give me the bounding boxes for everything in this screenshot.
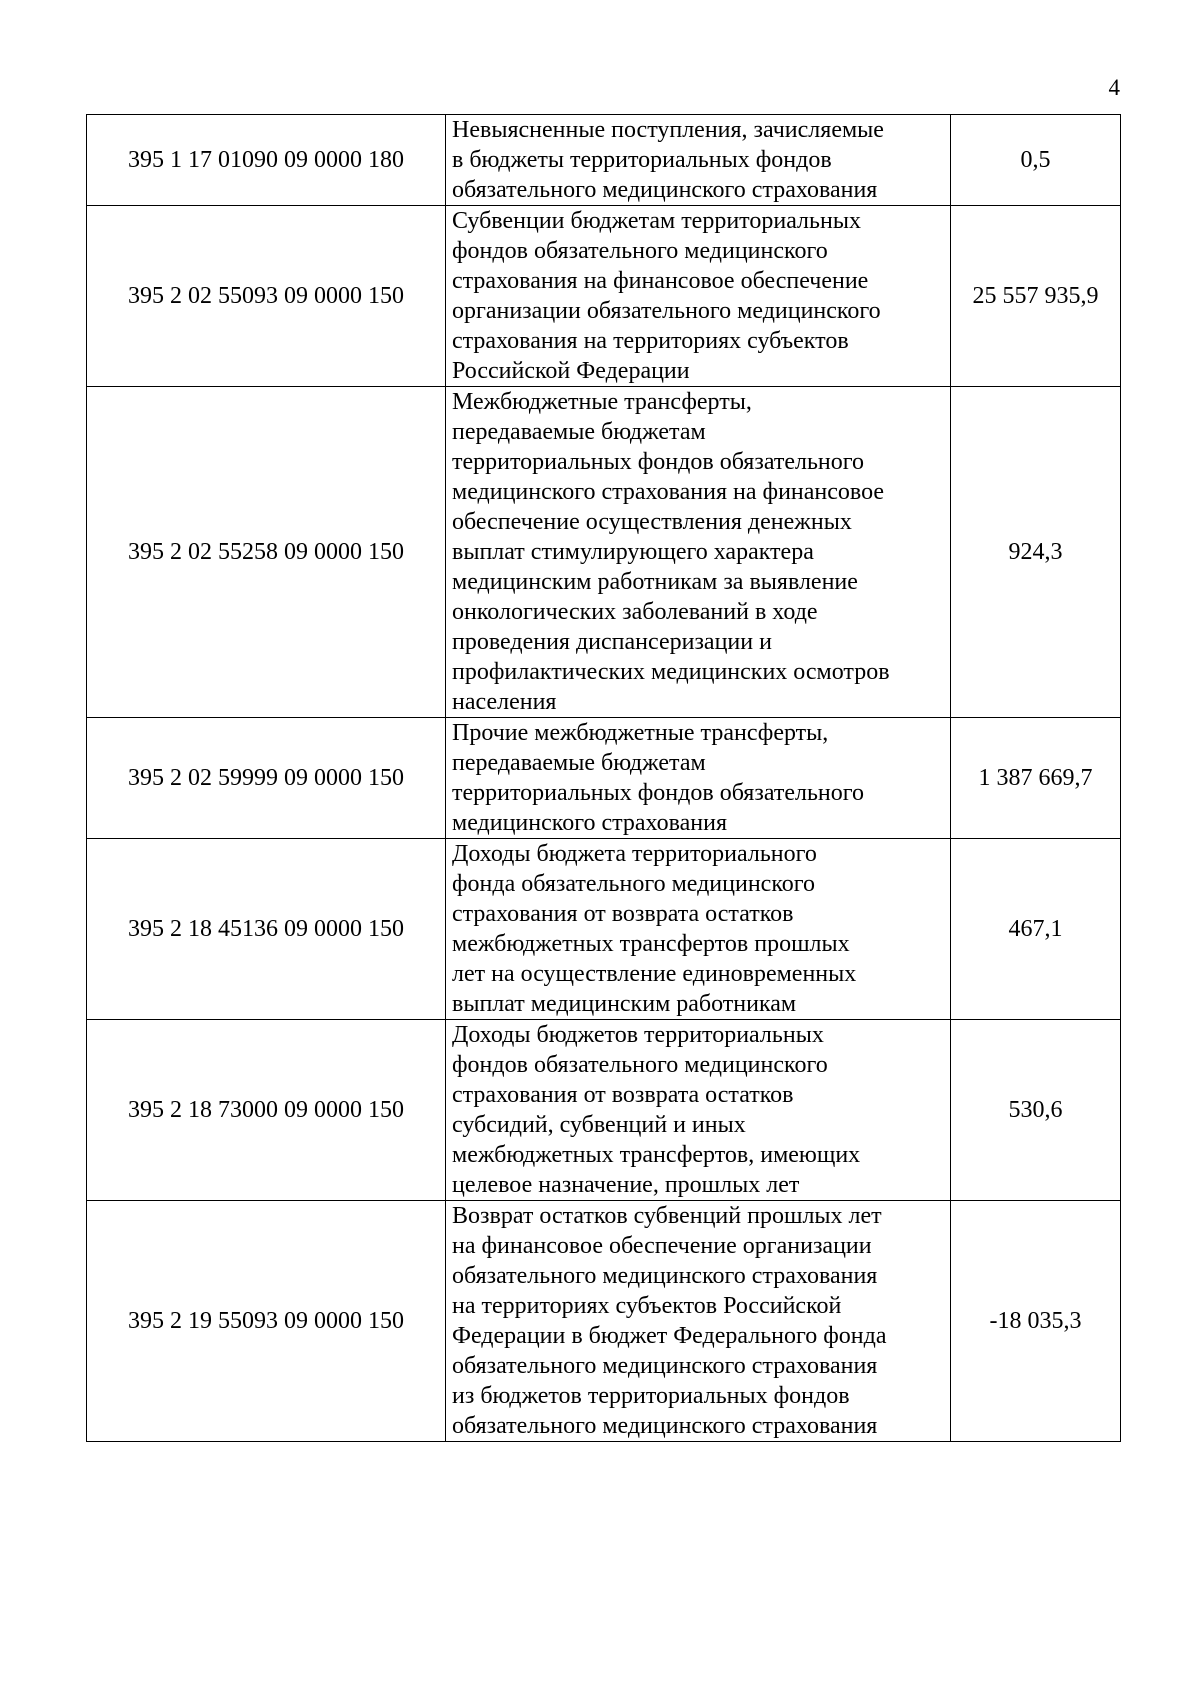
description-line: территориальных фондов обязательного	[452, 449, 865, 475]
description-line: Доходы бюджета территориального	[452, 841, 817, 867]
description-line: медицинского страхования на финансовое	[452, 479, 885, 505]
amount-cell: 530,6	[951, 1020, 1121, 1201]
description-line: страхования от возврата остатков	[452, 901, 794, 927]
revenue-description-cell	[446, 115, 951, 206]
description-line: обязательного медицинского страхования	[452, 1263, 878, 1289]
amount-cell: -18 035,3	[951, 1201, 1121, 1442]
description-line: Субвенции бюджетам территориальных	[452, 208, 861, 234]
table-row	[87, 718, 1121, 839]
table-body	[87, 115, 1121, 1442]
description-line: Федерации в бюджет Федерального фонда	[452, 1323, 887, 1349]
description-line: Прочие межбюджетные трансферты,	[452, 720, 829, 746]
table-row	[87, 1020, 1121, 1201]
revenue-description-cell	[446, 206, 951, 387]
amount-cell: 924,3	[951, 387, 1121, 718]
table-row	[87, 206, 1121, 387]
classification-code-cell: 395 2 18 45136 09 0000 150	[87, 839, 446, 1020]
description-line: профилактических медицинских осмотров	[452, 659, 890, 685]
amount-cell: 0,5	[951, 115, 1121, 206]
table-row	[87, 115, 1121, 206]
description-line: Возврат остатков субвенций прошлых лет	[452, 1203, 882, 1229]
budget-revenue-table	[86, 114, 1121, 1442]
description-line: фондов обязательного медицинского	[452, 238, 828, 264]
table-row	[87, 387, 1121, 718]
description-line: страхования на финансовое обеспечение	[452, 268, 869, 294]
description-line: обязательного медицинского страхования	[452, 1413, 878, 1439]
description-line: межбюджетных трансфертов, имеющих	[452, 1142, 861, 1168]
description-line: Доходы бюджетов территориальных	[452, 1022, 824, 1048]
classification-code-cell: 395 2 02 55093 09 0000 150	[87, 206, 446, 387]
description-line: медицинского страхования	[452, 810, 728, 836]
description-line: Российской Федерации	[452, 358, 690, 384]
revenue-description-cell	[446, 1020, 951, 1201]
description-line: медицинским работникам за выявление	[452, 569, 858, 595]
description-line: передаваемые бюджетам	[452, 750, 706, 776]
revenue-description-cell	[446, 839, 951, 1020]
description-line: субсидий, субвенций и иных	[452, 1112, 746, 1138]
revenue-description-cell	[446, 387, 951, 718]
description-line: выплат стимулирующего характера	[452, 539, 814, 565]
description-line: выплат медицинским работникам	[452, 991, 797, 1017]
description-line: обеспечение осуществления денежных	[452, 509, 852, 535]
description-line: Межбюджетные трансферты,	[452, 389, 752, 415]
description-line: на финансовое обеспечение организации	[452, 1233, 872, 1259]
revenue-description-cell	[446, 1201, 951, 1442]
table-row	[87, 1201, 1121, 1442]
page-number: 4	[1108, 75, 1120, 100]
description-line: фонда обязательного медицинского	[452, 871, 816, 897]
description-line: страхования на территориях субъектов	[452, 328, 849, 354]
description-line: лет на осуществление единовременных	[452, 961, 857, 987]
description-line: Невыясненные поступления, зачисляемые	[452, 117, 884, 143]
classification-code-cell: 395 2 19 55093 09 0000 150	[87, 1201, 446, 1442]
description-line: территориальных фондов обязательного	[452, 780, 865, 806]
description-line: онкологических заболеваний в ходе	[452, 599, 818, 625]
amount-cell: 467,1	[951, 839, 1121, 1020]
amount-cell: 1 387 669,7	[951, 718, 1121, 839]
amount-cell: 25 557 935,9	[951, 206, 1121, 387]
description-line: проведения диспансеризации и	[452, 629, 772, 655]
classification-code-cell: 395 2 02 59999 09 0000 150	[87, 718, 446, 839]
description-line: целевое назначение, прошлых лет	[452, 1172, 800, 1198]
description-line: межбюджетных трансфертов прошлых	[452, 931, 850, 957]
classification-code-cell: 395 2 02 55258 09 0000 150	[87, 387, 446, 718]
description-line: на территориях субъектов Российской	[452, 1293, 842, 1319]
classification-code-cell: 395 1 17 01090 09 0000 180	[87, 115, 446, 206]
description-line: обязательного медицинского страхования	[452, 1353, 878, 1379]
description-line: из бюджетов территориальных фондов	[452, 1383, 850, 1409]
revenue-description-cell	[446, 718, 951, 839]
table-row	[87, 839, 1121, 1020]
description-line: обязательного медицинского страхования	[452, 177, 878, 203]
description-line: в бюджеты территориальных фондов	[452, 147, 832, 173]
description-line: страхования от возврата остатков	[452, 1082, 794, 1108]
description-line: населения	[452, 689, 557, 715]
description-line: фондов обязательного медицинского	[452, 1052, 828, 1078]
classification-code-cell: 395 2 18 73000 09 0000 150	[87, 1020, 446, 1201]
description-line: организации обязательного медицинского	[452, 298, 881, 324]
description-line: передаваемые бюджетам	[452, 419, 706, 445]
